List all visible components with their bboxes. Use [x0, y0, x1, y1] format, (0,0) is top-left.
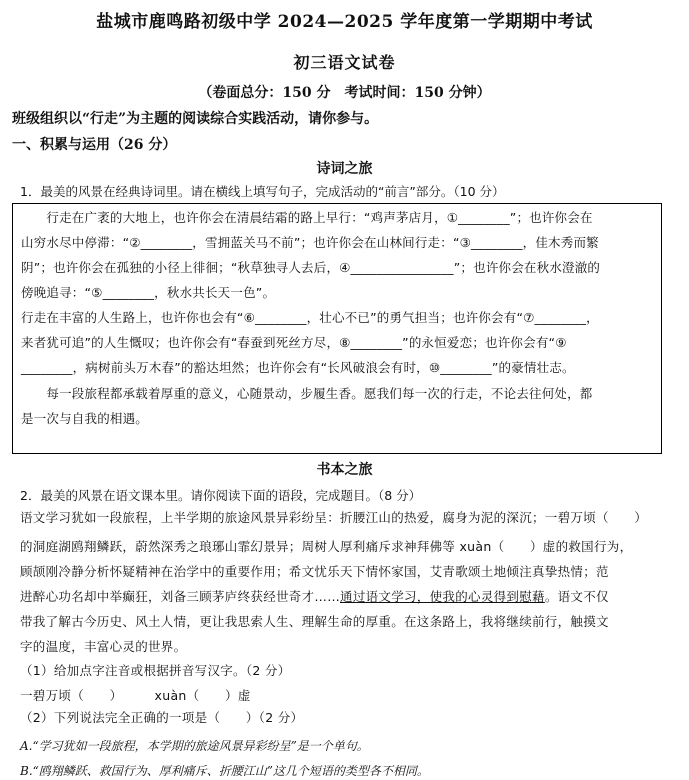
- preface-line: 傍晚追寻：“⑤________，秋水共长天一色”。: [21, 285, 276, 300]
- exam-meta: （卷面总分：150 分 考试时间：150 分钟）: [198, 85, 491, 101]
- preface-line: 山穷水尽中停滞：“②________，雪拥蓝关马不前”；也许你会在山林间行走：“③________，佳木秀而繁: [21, 235, 599, 250]
- passage-text: 。语文不仅: [544, 589, 609, 604]
- preface-line: 每一段旅程都承载着厚重的意义，心随景动，步履生香。愿我们每一次的行走，不论去往何处，都: [21, 386, 593, 401]
- option-a: A.“学习犹如一段旅程，本学期的旅途风景异彩纷呈”是一个单句。: [20, 739, 369, 753]
- sub-question-1: （1）给加点字注音或根据拼音写汉字。（2 分）: [20, 663, 291, 678]
- passage-line: 的洞庭湖鸥翔鳞跃，蔚然深秀之琅琊山霏幻景异；周树人厚利痛斥求神拜佛等 xuàn（ ）虚的救国行为，: [20, 539, 633, 554]
- option-b: B.“鸥翔鳞跃、救国行为、厚利痛斥、折腰江山”这几个短语的类型各不相同。: [20, 764, 429, 778]
- passage-line: 语文学习犹如一段旅程，上半学期的旅途风景异彩纷呈：折腰江山的热爱，腐身为泥的深沉；一碧万顷（ ）: [20, 510, 648, 525]
- sub-question-2: （2）下列说法完全正确的一项是（ ）（2 分）: [20, 710, 304, 725]
- passage-text: 进醉心功名却中举癫狂，刘备三顾茅庐终获经世奇才……: [20, 589, 341, 604]
- answer-line: 一碧万顷（ ） xuàn（ ）虚: [20, 688, 251, 703]
- intro-text: 班级组织以“行走”为主题的阅读综合实践活动，请你参与。: [12, 111, 379, 127]
- exam-subtitle: 初三语文试卷: [293, 53, 396, 72]
- poetry-heading: 诗词之旅: [316, 161, 373, 177]
- preface-line: 是一次与自我的相遇。: [21, 411, 149, 426]
- preface-line: 行走在丰富的人生路上，也许你也会有“⑥________，壮心不已”的勇气担当；也许你会有“⑦________，: [21, 310, 599, 325]
- preface-line: 行走在广袤的大地上，也许你会在清晨结霜的路上早行：“鸡声茅店月，①________”；也许你会在: [21, 210, 593, 225]
- passage-line: 顾颉刚冷静分析怀疑精神在治学中的重要作用；希文忧乐天下情怀家国，艾青歌颂土地倾注真挚热情；范: [20, 564, 609, 579]
- passage-line: 字的温度，丰富心灵的世界。: [20, 639, 187, 654]
- books-heading: 书本之旅: [316, 462, 373, 478]
- passage-line: 带我了解古今历史、风土人情，更让我思索人生、理解生命的厚重。在这条路上，我将继续前行，触摸文: [20, 614, 609, 629]
- question-1: 1．最美的风景在经典诗词里。请在横线上填写句子，完成活动的“前言”部分。（10 分）: [20, 184, 505, 199]
- question-2: 2．最美的风景在语文课本里。请你阅读下面的语段，完成题目。（8 分）: [20, 488, 422, 503]
- preface-line: 来者犹可追”的人生慨叹；也许你会有“春蚕到死丝方尽，⑧________”的永恒爱恋；也许你会有“⑨: [21, 335, 567, 350]
- section-heading: 一、积累与运用（26 分）: [12, 137, 177, 153]
- passage-line: [20, 587, 609, 605]
- exam-title: 盐城市鹿鸣路初级中学 2024—2025 学年度第一学期期中考试: [96, 12, 593, 32]
- preface-line: 阴”；也许你会在孤独的小径上徘徊；“秋草独寻人去后，④________________”；也许你会在秋水澄澈的: [21, 260, 601, 275]
- underlined-sentence: 通过语文学习，使我的心灵得到慰藉: [340, 589, 545, 604]
- preface-box: [12, 203, 662, 454]
- preface-line: ________，病树前头万木春”的豁达坦然；也许你会有“长风破浪会有时，⑩________”的豪情壮志。: [21, 360, 575, 375]
